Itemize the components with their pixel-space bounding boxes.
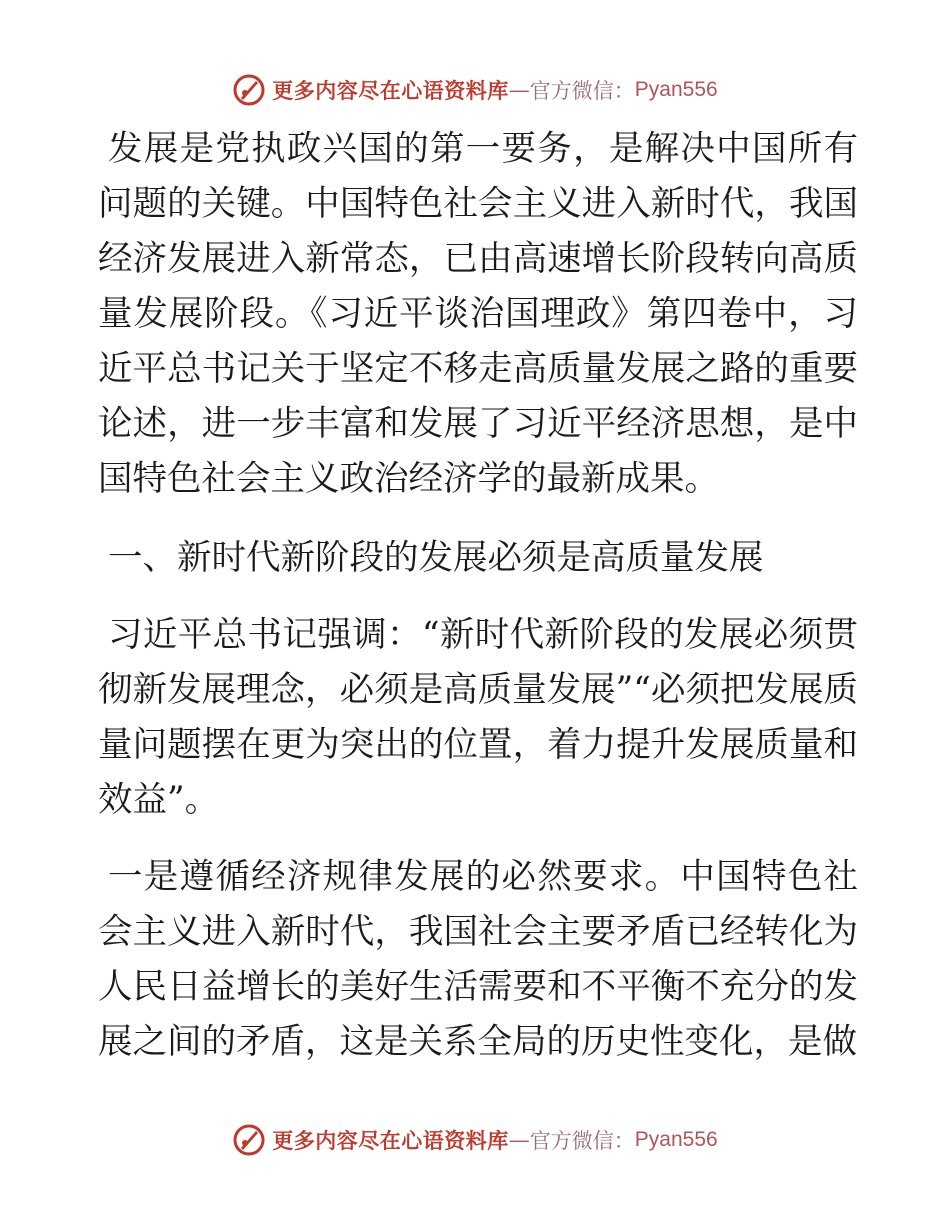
- banner-dash: —: [508, 78, 530, 102]
- paragraph-quote: 习近平总书记强调：“新时代新阶段的发展必须贯彻新发展理念，必须是高质量发展”“必须把发展质量问题摆在更为突出的位置，着力提升发展质量和效益”。: [98, 615, 858, 820]
- banner-suffix: 官方微信：: [529, 1129, 635, 1153]
- banner-title: 更多内容尽在心语资料库: [272, 1128, 509, 1153]
- paragraph-intro: 发展是党执政兴国的第一要务，是解决中国所有问题的关键。中国特色社会主义进入新时代，我国经济发展进入新常态，已由高速增长阶段转向高质量发展阶段。《习近平谈治国理政》第四卷中，习近平总书记关于坚定不移走高质量发展之路的重要论述，进一步丰富和发展了习近平经济思想，是中国特色社会主义政治经济学的最新成果。: [98, 129, 858, 499]
- paragraph-point-one: 一是遵循经济规律发展的必然要求。中国特色社会主义进入新时代，我国社会主要矛盾已经转化为人民日益增长的美好生活需要和不平衡不充分的发展之间的矛盾，这是关系全局的历史性变化，是做: [98, 857, 858, 1062]
- quill-logo-icon: [232, 1123, 266, 1157]
- banner-suffix: 官方微信：: [529, 79, 635, 103]
- section-heading: 一、新时代新阶段的发展必须是高质量发展: [108, 538, 764, 578]
- document-body: [98, 122, 858, 1070]
- header-watermark: [0, 70, 950, 110]
- banner-code: Pyan556: [634, 78, 718, 101]
- footer-watermark: [0, 1120, 950, 1160]
- quill-logo-icon: [232, 73, 266, 107]
- banner-code: Pyan556: [634, 1128, 718, 1151]
- banner-dash: —: [508, 1128, 530, 1152]
- banner-title: 更多内容尽在心语资料库: [272, 78, 509, 103]
